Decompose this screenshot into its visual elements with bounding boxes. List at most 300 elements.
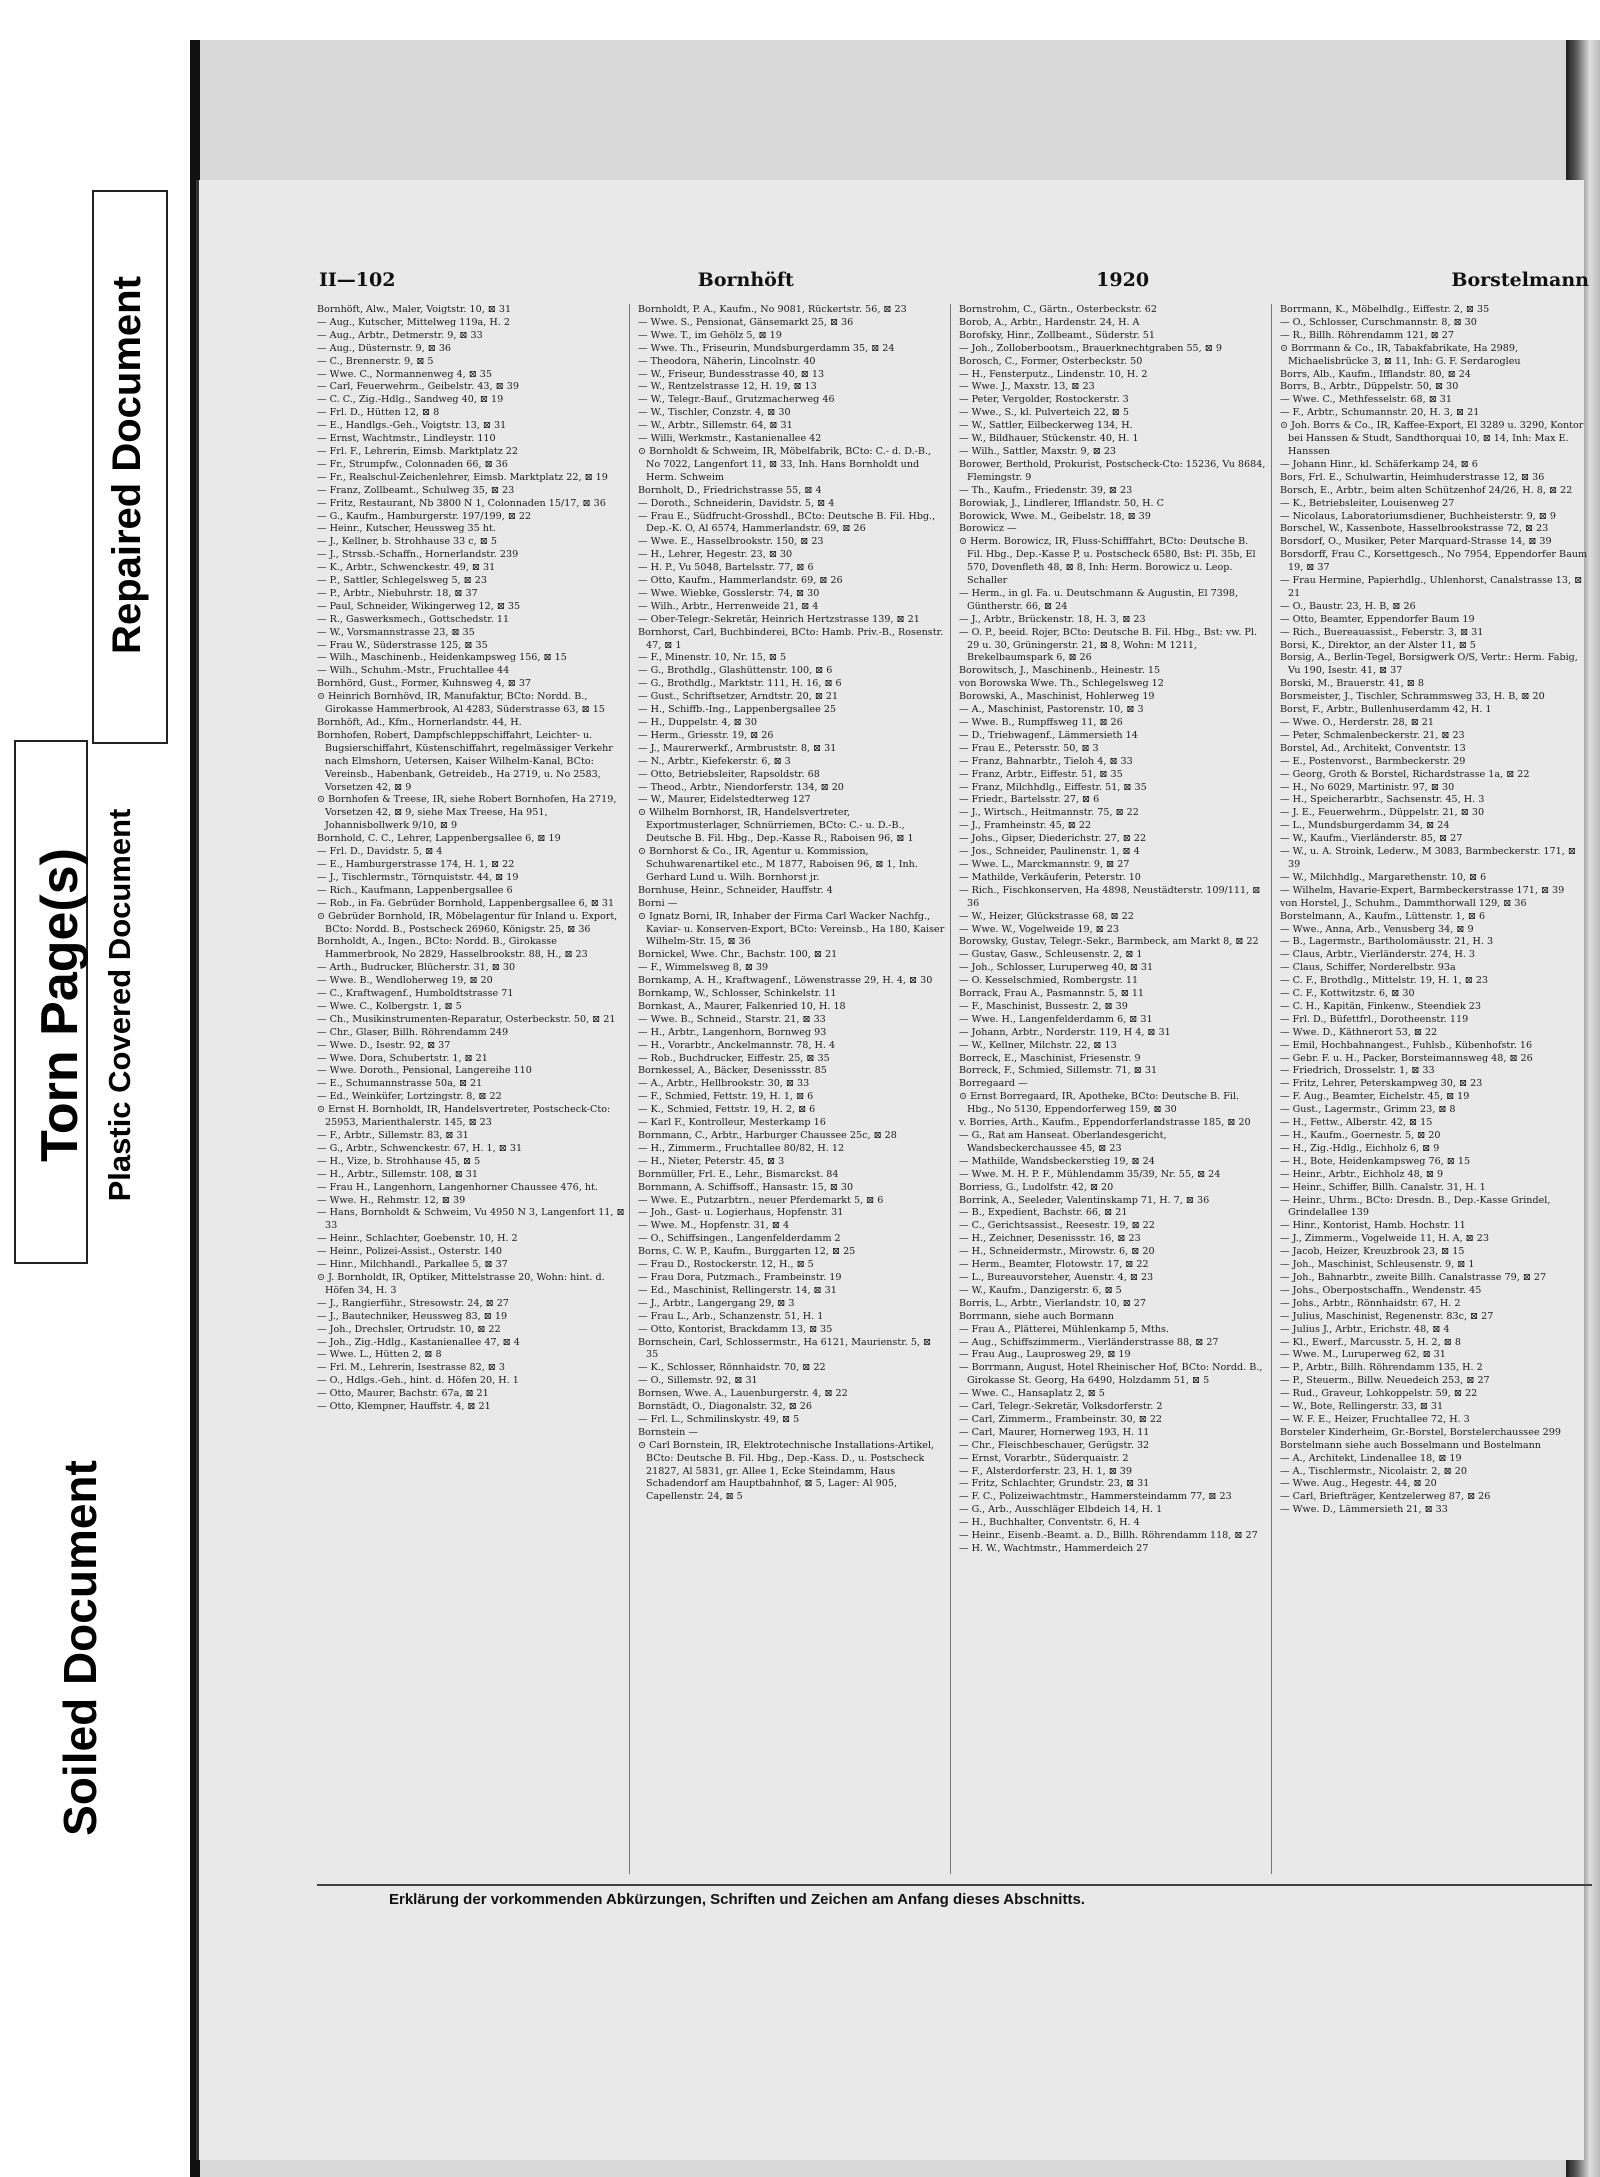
- directory-entry: ⊙ Ignatz Borni, IR, Inhaber der Firma Carl Wacker Nachfg., Kaviar- u. Konserven-Export, BCto: Vereinsb., Ha 180, Kaiser Wilhelm-Str. 15, ⊠ 36: [638, 910, 945, 948]
- directory-entry: Bornholdt, P. A., Kaufm., No 9081, Rückertstr. 56, ⊠ 23: [638, 304, 907, 315]
- directory-entry: — W., Vorsmannstrasse 23, ⊠ 35: [317, 626, 475, 638]
- directory-entry: — K., Betriebsleiter, Louisenweg 27: [1280, 497, 1455, 509]
- directory-entry: — W., Arbtr., Sillemstr. 64, ⊠ 31: [638, 420, 793, 432]
- directory-entry: — O., Schiffsingen., Langenfelderdamm 2: [638, 1233, 841, 1245]
- directory-entry: Borriess, G., Ludolfstr. 42, ⊠ 20: [959, 1181, 1114, 1193]
- directory-entry: Borstelmann siehe auch Bosselmann und Bostelmann: [1280, 1439, 1541, 1451]
- directory-entry: — G., Rat am Hanseat. Oberlandesgericht, Wandsbeckerchaussee 45, ⊠ 23: [959, 1130, 1167, 1154]
- torn-tag: Torn Page(s): [31, 848, 89, 1162]
- directory-entry: ⊙ Carl Bornstein, IR, Elektrotechnische Installations-Artikel, BCto: Deutsche B. Fil. Hbg., Dep.-Kass. D., u. Postscheck 21827, Al 5831, gr. Allee 1, Ecke Steindamm, Haus Schadendorf am Hauptbahnhof, ⊠ 5, Lager: Al 905, Capellenstr. 24, ⊠ 5: [638, 1439, 935, 1503]
- directory-entry: — W., Rentzelstrasse 12, H. 19, ⊠ 13: [638, 381, 817, 393]
- directory-entry: ⊙ Gebrüder Bornhold, IR, Möbelagentur für Inland u. Export, BCto: Nordd. B., Postscheck 26960, Königstr. 25, ⊠ 36: [317, 910, 618, 935]
- directory-entry: — Rich., Buereauassist., Feberstr. 3, ⊠ 31: [1280, 626, 1484, 638]
- directory-entry: Borni —: [638, 897, 678, 909]
- directory-entry: — H., Schiffb.-Ing., Lappenbergsallee 25: [638, 704, 837, 716]
- directory-entry: — Frl. D., Hütten 12, ⊠ 8: [317, 407, 440, 419]
- directory-entry: — Wwe. C., Methfesselstr. 68, ⊠ 31: [1280, 394, 1453, 406]
- directory-entry: — J., Wirtsch., Heitmannstr. 75, ⊠ 22: [959, 807, 1139, 819]
- directory-entry: — Wilh., Arbtr., Herrenweide 21, ⊠ 4: [638, 600, 819, 612]
- directory-entry: — Julius, Maschinist, Regenenstr. 83c, ⊠ 27: [1280, 1310, 1494, 1322]
- directory-entry: Borsig, A., Berlin-Tegel, Borsigwerk O/S, Vertr.: Herm. Fabig, Vu 190, Isestr. 41, ⊠ 37: [1280, 652, 1578, 677]
- directory-entry: — W., Sattler, Eilbeckerweg 134, H.: [959, 420, 1133, 432]
- directory-entry: Bornickel, Wwe. Chr., Bachstr. 100, ⊠ 21: [638, 949, 838, 961]
- directory-entry: — Wwe. T., im Gehölz 5, ⊠ 19: [638, 329, 782, 341]
- directory-entry: — W., Telegr.-Bauf., Grutzmacherweg 46: [638, 394, 835, 406]
- directory-entry: — Frau Aug., Lauprosweg 29, ⊠ 19: [959, 1349, 1131, 1361]
- directory-entry: v. Borries, Arth., Kaufm., Eppendorferlandstrasse 185, ⊠ 20: [959, 1117, 1251, 1129]
- directory-entry: Bornhöft, Alw., Maler, Voigtstr. 10, ⊠ 31: [317, 304, 512, 315]
- directory-entry: — C., Gerichtsassist., Reesestr. 19, ⊠ 22: [959, 1220, 1155, 1232]
- directory-entry: — Frau E., Südfrucht-Grosshdl., BCto: Deutsche B. Fil. Hbg., Dep.-K. O, Al 6574, Hammerlandstr. 69, ⊠ 26: [638, 510, 936, 535]
- directory-entry: — Gebr. F. u. H., Packer, Borsteimannsweg 48, ⊠ 26: [1280, 1052, 1533, 1064]
- directory-entry: — W., Kellner, Milchstr. 22, ⊠ 13: [959, 1039, 1117, 1051]
- directory-entry: — O. Kesselschmied, Rombergstr. 11: [959, 975, 1139, 987]
- directory-entry: — H. W., Wachtmstr., Hammerdeich 27: [959, 1543, 1149, 1554]
- directory-entry: — Fritz, Schlachter, Grundstr. 23, ⊠ 31: [959, 1478, 1150, 1490]
- directory-entry: Bornmann, A. Schiffsoff., Hansastr. 15, ⊠ 30: [638, 1181, 854, 1193]
- directory-entry: — Paul, Schneider, Wikingerweg 12, ⊠ 35: [317, 600, 521, 612]
- directory-entry: Bors, Frl. E., Schulwartin, Heimhuderstrasse 12, ⊠ 36: [1280, 471, 1545, 483]
- directory-entry: Borob, A., Arbtr., Hardenstr. 24, H. A: [959, 316, 1140, 328]
- directory-entry: ⊙ Borrmann & Co., IR, Tabakfabrikate, Ha 2989, Michaelisbrücke 3, ⊠ 11, Inh: G. F. Serdarogleu: [1280, 342, 1521, 367]
- directory-entry: — Wwe. Aug., Hegestr. 44, ⊠ 20: [1280, 1478, 1437, 1490]
- directory-entry: Borosch, C., Former, Osterbeckstr. 50: [959, 355, 1143, 367]
- directory-entry: — F., Wimmelsweg 8, ⊠ 39: [638, 962, 769, 974]
- directory-entry: Borregaard —: [959, 1078, 1028, 1090]
- directory-entry: Borstel, Ad., Architekt, Conventstr. 13: [1280, 742, 1466, 754]
- directory-entry: — W., Bote, Rellingerstr. 33, ⊠ 31: [1280, 1401, 1444, 1413]
- directory-entry: — H., Zig.-Hdlg., Eichholz 6, ⊠ 9: [1280, 1142, 1440, 1154]
- directory-entry: — F., Schmied, Fettstr. 19, H. 1, ⊠ 6: [638, 1091, 814, 1103]
- directory-entry: — Johann, Arbtr., Norderstr. 119, H 4, ⊠ 31: [959, 1026, 1171, 1038]
- directory-entry: ⊙ J. Bornholdt, IR, Optiker, Mittelstrasse 20, Wohn: hint. d. Höfen 34, H. 3: [317, 1271, 605, 1296]
- directory-entry: — J. E., Feuerwehrm., Düppelstr. 21, ⊠ 30: [1280, 807, 1485, 819]
- directory-entry: Borschel, W., Kassenbote, Hasselbrookstrasse 72, ⊠ 23: [1280, 523, 1549, 535]
- directory-entry: — H., Arbtr., Sillemstr. 108, ⊠ 31: [317, 1168, 479, 1180]
- directory-entry: — Ernst, Vorarbtr., Süderquaistr. 2: [959, 1452, 1129, 1464]
- directory-entry: — Hinr., Kontorist, Hamb. Hochstr. 11: [1280, 1220, 1466, 1232]
- directory-entry: — Wwe. L., Hütten 2, ⊠ 8: [317, 1349, 442, 1361]
- directory-entry: — B., Expedient, Bachstr. 66, ⊠ 21: [959, 1207, 1128, 1219]
- directory-entry: — Johs., Gipser, Diederichstr. 27, ⊠ 22: [959, 833, 1147, 845]
- directory-entry: — G., Arbtr., Schwenckestr. 67, H. 1, ⊠ 31: [317, 1142, 523, 1154]
- directory-entry: — Frau D., Rostockerstr. 12, H., ⊠ 5: [638, 1259, 814, 1271]
- directory-entry: Bornhofen, Robert, Dampfschleppschiffahrt, Leichter- u. Bugsierschiffahrt, Küstenschiffahrt, regelmässiger Verkehr nach Elmshorn, Uetersen, Kaiser Wilhelm-Kanal, BCto: Vereinsb., Habenbank, Getreideb., Ha 2719, u. No 2583, Vorsetzen 42, ⊠ 9: [317, 729, 613, 793]
- header-year: 1920: [1096, 269, 1150, 291]
- directory-entry: Bornkamp, A. H., Kraftwagenf., Löwenstrasse 29, H. 4, ⊠ 30: [638, 975, 933, 987]
- directory-entry: — Wwe. O., Herderstr. 28, ⊠ 21: [1280, 717, 1434, 728]
- directory-entry: — Wwe. D., Isestr. 92, ⊠ 37: [317, 1039, 451, 1051]
- directory-entry: Borower, Berthold, Prokurist, Postscheck-Cto: 15236, Vu 8684, Flemingstr. 9: [959, 458, 1266, 483]
- directory-entry: — H., Lehrer, Hegestr. 23, ⊠ 30: [638, 549, 793, 561]
- directory-entry: — J., Framheinstr. 45, ⊠ 22: [959, 820, 1092, 832]
- directory-entry: Borris, L., Arbtr., Vierlandstr. 10, ⊠ 27: [959, 1297, 1147, 1309]
- directory-entry: ⊙ Heinrich Bornhövd, IR, Manufaktur, BCto: Nordd. B., Girokasse Hammerbrook, Al 4283, Süderstrasse 63, ⊠ 15: [317, 691, 605, 716]
- header-left-keyword: Bornhöft: [697, 269, 794, 291]
- directory-entry: Borreck, E., Maschinist, Friesenstr. 9: [959, 1052, 1141, 1064]
- directory-entry: — Wwe. Dora, Schubertstr. 1, ⊠ 21: [317, 1052, 488, 1064]
- directory-entry: — Peter, Schmalenbeckerstr. 21, ⊠ 23: [1280, 729, 1465, 741]
- directory-entry: — Frl. D., Büfettfrl., Dorotheenstr. 119: [1280, 1013, 1469, 1025]
- directory-entry: Bornschein, Carl, Schlossermstr., Ha 6121, Maurienstr. 5, ⊠ 35: [638, 1336, 932, 1361]
- directory-entry: — G., Brothdlg., Marktstr. 111, H. 16, ⊠ 6: [638, 678, 842, 690]
- directory-entry: — P., Arbtr., Niebuhrstr. 18, ⊠ 37: [317, 587, 478, 599]
- directory-entry: — H., Fettw., Alberstr. 42, ⊠ 15: [1280, 1117, 1433, 1129]
- directory-entry: ⊙ Bornholdt & Schweim, IR, Möbelfabrik, BCto: C.- d. D.-B., No 7022, Langenfort 11, ⊠ 33, Inh. Hans Bornholdt und Herm. Schweim: [638, 445, 932, 483]
- directory-entry: — Wwe. M., Luruperweg 62, ⊠ 31: [1280, 1349, 1446, 1361]
- directory-entry: — F., Arbtr., Sillemstr. 83, ⊠ 31: [317, 1130, 469, 1141]
- directory-entry: Bornhöft, Ad., Kfm., Hornerlandstr. 44, H.: [317, 717, 522, 728]
- directory-entry: Bornhorst, Carl, Buchbinderei, BCto: Hamb. Priv.-B., Rosenstr. 47, ⊠ 1: [638, 626, 944, 651]
- directory-entry: — A., Arbtr., Hellbrookstr. 30, ⊠ 33: [638, 1078, 810, 1090]
- directory-entry: — K., Schlosser, Rönnhaidstr. 70, ⊠ 22: [638, 1362, 826, 1374]
- directory-entry: — Hans, Bornholdt & Schweim, Vu 4950 N 3, Langenfort 11, ⊠ 33: [317, 1207, 625, 1232]
- directory-entry: Borrs, B., Arbtr., Düppelstr. 50, ⊠ 30: [1280, 381, 1459, 393]
- directory-entry: — Hinr., Milchhandl., Parkallee 5, ⊠ 37: [317, 1259, 508, 1271]
- directory-entry: — W., Kaufm., Vierländerstr. 85, ⊠ 27: [1280, 833, 1463, 845]
- directory-page: [196, 180, 1589, 2160]
- directory-entry: — C., Kraftwagenf., Humboldtstrasse 71: [317, 988, 514, 1000]
- directory-entry: — Rud., Graveur, Lohkoppelstr. 59, ⊠ 22: [1280, 1388, 1478, 1400]
- directory-entry: Bornsen, Wwe. A., Lauenburgerstr. 4, ⊠ 22: [638, 1388, 848, 1400]
- directory-entry: — Wwe. M. H. P. F., Mühlendamm 35/39, Nr. 55, ⊠ 24: [959, 1168, 1221, 1180]
- directory-entry: — W., Tischler, Conzstr. 4, ⊠ 30: [638, 407, 791, 419]
- directory-entry: — Wwe. D., Lämmersieth 21, ⊠ 33: [1280, 1504, 1448, 1516]
- directory-entry: — Frau E., Petersstr. 50, ⊠ 3: [959, 742, 1099, 754]
- directory-entry: Borst, F., Arbtr., Bullenhuserdamm 42, H. 1: [1280, 704, 1492, 716]
- directory-entry: — Otto, Betriebsleiter, Rapsoldstr. 68: [638, 768, 820, 780]
- directory-entry: — J., Strssb.-Schaffn., Hornerlandstr. 239: [317, 549, 519, 561]
- directory-entry: — Borrmann, August, Hotel Rheinischer Hof, BCto: Nordd. B., Girokasse St. Georg, Ha 6490, Holzdamm 51, ⊠ 5: [959, 1362, 1263, 1387]
- directory-entry: — Johann Hinr., kl. Schäferkamp 24, ⊠ 6: [1280, 458, 1478, 470]
- directory-entry: Borowitsch, J., Maschinenb., Heinestr. 15: [959, 665, 1161, 677]
- directory-entry: — Frau A., Plätterei, Mühlenkamp 5, Mths.: [959, 1323, 1169, 1335]
- directory-entry: — Julius J., Arbtr., Erichstr. 48, ⊠ 4: [1280, 1323, 1450, 1335]
- header-right-keyword: Borstelmann: [1451, 269, 1589, 291]
- footer-note: Erklärung der vorkommenden Abkürzungen, Schriften und Zeichen am Anfang dieses Abschnitts.: [389, 1891, 1085, 1908]
- directory-entry: ⊙ Bornhofen & Treese, IR, siehe Robert Bornhofen, Ha 2719, Vorsetzen 42, ⊠ 9, siehe Max Treese, Ha 951, Johannisbollwerk 9/10, ⊠ 9: [317, 794, 617, 832]
- directory-entry: — H., Buchhalter, Conventstr. 6, H. 4: [959, 1517, 1140, 1529]
- directory-entry: Borsmeister, J., Tischler, Schrammsweg 33, H. B, ⊠ 20: [1280, 691, 1545, 703]
- directory-entry: — Wwe. L., Marckmannstr. 9, ⊠ 27: [959, 858, 1130, 870]
- directory-entry: — Heinr., Polizei-Assist., Osterstr. 140: [317, 1246, 503, 1258]
- directory-entry: — Wilh., Sattler, Maxstr. 9, ⊠ 23: [959, 445, 1117, 457]
- directory-entry: — Heinr., Schlachter, Goebenstr. 10, H. 2: [317, 1233, 518, 1245]
- directory-entry: Borrack, Frau A., Pasmannstr. 5, ⊠ 11: [959, 988, 1145, 1000]
- directory-entry: — Carl, Telegr.-Sekretär, Volksdorferstr. 2: [959, 1401, 1163, 1413]
- directory-entry: — E., Handlgs.-Geh., Voigtstr. 13, ⊠ 31: [317, 420, 507, 432]
- directory-entry: — Emil, Hochbahnangest., Fuhlsb., Kübenhofstr. 16: [1280, 1039, 1533, 1051]
- directory-entry: — C. F., Kottwitzstr. 6, ⊠ 30: [1280, 988, 1415, 1000]
- directory-entry: — H., Vorarbtr., Anckelmannstr. 78, H. 4: [638, 1039, 836, 1051]
- directory-entry: — E., Postenvorst., Barmbeckerstr. 29: [1280, 755, 1466, 767]
- directory-entry: ⊙ Ernst H. Bornholdt, IR, Handelsvertreter, Postscheck-Cto: 25953, Marienthalerstr. 145, ⊠ 23: [317, 1104, 611, 1129]
- directory-entry: — Kl., Ewerf., Marcusstr. 5, H. 2, ⊠ 8: [1280, 1336, 1461, 1348]
- directory-entry: — C. C., Zig.-Hdlg., Sandweg 40, ⊠ 19: [317, 394, 504, 406]
- directory-columns: [317, 304, 1592, 1874]
- directory-entry: — D., Triebwagenf., Lämmersieth 14: [959, 729, 1138, 741]
- directory-entry: — Wwe. B., Schneid., Starstr. 21, ⊠ 33: [638, 1013, 826, 1025]
- directory-entry: — A., Maschinist, Pastorenstr. 10, ⊠ 3: [959, 704, 1144, 716]
- directory-entry: — Wwe., S., kl. Pulverteich 22, ⊠ 5: [959, 407, 1129, 419]
- directory-entry: — Wwe. B., Rumpffsweg 11, ⊠ 26: [959, 717, 1123, 728]
- directory-entry: — Ernst, Wachtmstr., Lindleystr. 110: [317, 433, 496, 445]
- directory-entry: — P., Steuerm., Billw. Neuedeich 253, ⊠ 27: [1280, 1375, 1490, 1387]
- directory-entry: — Joh., Schlosser, Luruperweg 40, ⊠ 31: [959, 962, 1154, 974]
- column-2: [638, 304, 951, 1874]
- directory-entry: Borreck, F., Schmied, Sillemstr. 71, ⊠ 31: [959, 1065, 1158, 1077]
- directory-entry: — J., Zimmerm., Vogelweide 11, H. A, ⊠ 23: [1280, 1233, 1489, 1245]
- directory-entry: — G., Kaufm., Hamburgerstr. 197/199, ⊠ 22: [317, 510, 532, 522]
- directory-entry: — Gustav, Gasw., Schleusenstr. 2, ⊠ 1: [959, 949, 1143, 961]
- directory-entry: — H., Arbtr., Langenhorn, Bornweg 93: [638, 1026, 827, 1038]
- directory-entry: — G., Brothdlg., Glashüttenstr. 100, ⊠ 6: [638, 665, 833, 677]
- directory-entry: — W., Maurer, Eidelstedterweg 127: [638, 794, 811, 806]
- directory-entry: — Theod., Arbtr., Niendorferstr. 134, ⊠ 20: [638, 781, 844, 793]
- directory-entry: — Heinr., Uhrm., BCto: Dresdn. B., Dep.-Kasse Grindel, Grindelallee 139: [1280, 1194, 1551, 1219]
- directory-entry: — F. C., Polizeiwachtmstr., Hammersteindamm 77, ⊠ 23: [959, 1491, 1232, 1503]
- directory-entry: — Gust., Schriftsetzer, Arndtstr. 20, ⊠ 21: [638, 691, 839, 703]
- directory-entry: — Fritz, Lehrer, Peterskampweg 30, ⊠ 23: [1280, 1078, 1483, 1090]
- directory-entry: Borowsky, Gustav, Telegr.-Sekr., Barmbeck, am Markt 8, ⊠ 22: [959, 936, 1259, 948]
- directory-entry: — C., Brennerstr. 9, ⊠ 5: [317, 355, 434, 367]
- directory-entry: — Otto, Klempner, Hauffstr. 4, ⊠ 21: [317, 1401, 491, 1413]
- directory-entry: — Aug., Schiffszimmerm., Vierländerstrasse 88, ⊠ 27: [959, 1336, 1219, 1348]
- directory-entry: Borsch, E., Arbtr., beim alten Schützenhof 24/26, H. 8, ⊠ 22: [1280, 484, 1573, 496]
- directory-entry: — H., Schneidermstr., Mirowstr. 6, ⊠ 20: [959, 1246, 1155, 1258]
- directory-entry: — Johs., Arbtr., Rönnhaidstr. 67, H. 2: [1280, 1297, 1461, 1309]
- directory-entry: — O., Schlosser, Curschmannstr. 8, ⊠ 30: [1280, 316, 1477, 328]
- directory-entry: — Chr., Fleischbeschauer, Gerügstr. 32: [959, 1439, 1150, 1451]
- directory-entry: — C. H., Kapitän, Finkenw., Steendiek 23: [1280, 1000, 1481, 1012]
- directory-entry: — Herm., Griesstr. 19, ⊠ 26: [638, 729, 774, 741]
- directory-entry: — Joh., Zolloberbootsm., Brauerknechtgraben 55, ⊠ 9: [959, 342, 1222, 354]
- directory-entry: — Frl. M., Lehrerin, Isestrasse 82, ⊠ 3: [317, 1362, 505, 1374]
- directory-entry: — O., Baustr. 23, H. B, ⊠ 26: [1280, 600, 1416, 612]
- directory-entry: Bornstrohm, C., Gärtn., Osterbeckstr. 62: [959, 304, 1157, 315]
- scanned-page: [190, 40, 1600, 2177]
- directory-entry: Bornkamp, W., Schlosser, Schinkelstr. 11: [638, 988, 837, 1000]
- directory-entry: — Frl. L., Schmilinskystr. 49, ⊠ 5: [638, 1413, 800, 1425]
- directory-entry: Borrs, Alb., Kaufm., Ifflandstr. 80, ⊠ 24: [1280, 368, 1471, 380]
- directory-entry: — Doroth., Schneiderin, Davidstr. 5, ⊠ 4: [638, 497, 835, 509]
- directory-entry: ⊙ Joh. Borrs & Co., IR, Kaffee-Export, El 3289 u. 3290, Kontor bei Hanssen & Studt, Sandthorquai 10, ⊠ 14, Inh: Max E. Hanssen: [1280, 420, 1584, 457]
- directory-entry: Bornmann, C., Arbtr., Harburger Chaussee 25c, ⊠ 28: [638, 1130, 897, 1141]
- page-header: [319, 267, 1589, 293]
- directory-entry: — P., Arbtr., Billh. Röhrendamm 135, H. 2: [1280, 1362, 1483, 1374]
- directory-entry: — Aug., Kutscher, Mittelweg 119a, H. 2: [317, 316, 510, 328]
- directory-entry: — Frau W., Süderstrasse 125, ⊠ 35: [317, 639, 488, 651]
- directory-entry: — Wwe. J., Maxstr. 13, ⊠ 23: [959, 381, 1095, 393]
- directory-entry: — Rob., in Fa. Gebrüder Bornhold, Lappenbergsallee 6, ⊠ 31: [317, 897, 615, 909]
- directory-entry: — Wwe. C., Normannenweg 4, ⊠ 35: [317, 368, 493, 380]
- directory-entry: — Georg, Groth & Borstel, Richardstrasse 1a, ⊠ 22: [1280, 768, 1530, 780]
- directory-entry: — Friedr., Bartelsstr. 27, ⊠ 6: [959, 794, 1100, 806]
- directory-entry: ⊙ Bornhorst & Co., IR, Agentur u. Kommission, Schuhwarenartikel etc., M 1877, Raboisen 96, ⊠ 1, Inh. Gerhard Lund u. Wilh. Bornhorst jr.: [638, 846, 918, 883]
- directory-entry: Borsi, K., Direktor, an der Alster 11, ⊠ 5: [1280, 639, 1476, 651]
- directory-entry: — Gust., Lagermstr., Grimm 23, ⊠ 8: [1280, 1104, 1456, 1116]
- directory-entry: — Wwe. Wiebke, Gosslerstr. 74, ⊠ 30: [638, 587, 820, 599]
- directory-entry: Bornhold, C. C., Lehrer, Lappenbergsallee 6, ⊠ 19: [317, 833, 561, 845]
- directory-entry: — Frau L., Arb., Schanzenstr. 51, H. 1: [638, 1310, 824, 1322]
- directory-entry: Borrmann, K., Möbelhdlg., Eiffestr. 2, ⊠ 35: [1280, 304, 1490, 315]
- directory-entry: — Frl. D., Davidstr. 5, ⊠ 4: [317, 846, 443, 858]
- directory-entry: — Heinr., Eisenb.-Beamt. a. D., Billh. Röhrendamm 118, ⊠ 27: [959, 1530, 1258, 1542]
- directory-entry: — Fritz, Restaurant, Nb 3800 N 1, Colonnaden 15/17, ⊠ 36: [317, 497, 606, 509]
- directory-entry: Borowick, Wwe. M., Geibelstr. 18, ⊠ 39: [959, 510, 1151, 522]
- directory-entry: — Ed., Maschinist, Rellingerstr. 14, ⊠ 31: [638, 1284, 837, 1296]
- directory-entry: — Joh., Drechsler, Ortrudstr. 10, ⊠ 22: [317, 1323, 501, 1335]
- directory-entry: — Herm., Beamter, Flotowstr. 17, ⊠ 22: [959, 1259, 1149, 1271]
- directory-entry: — A., Tischlermstr., Nicolaistr. 2, ⊠ 20: [1280, 1465, 1467, 1477]
- directory-entry: — R., Gaswerksmech., Gottschedstr. 11: [317, 613, 510, 625]
- directory-entry: — L., Bureauvorsteher, Auenstr. 4, ⊠ 23: [959, 1271, 1154, 1283]
- directory-entry: — Jos., Schneider, Paulinenstr. 1, ⊠ 4: [959, 846, 1140, 858]
- directory-entry: — Claus, Schiffer, Norderelbstr. 93a: [1280, 962, 1456, 974]
- directory-entry: — J., Tischlermstr., Törnquiststr. 44, ⊠ 19: [317, 871, 519, 883]
- directory-entry: — F., Arbtr., Schumannstr. 20, H. 3, ⊠ 21: [1280, 407, 1480, 419]
- directory-entry: — W., Heizer, Glückstrasse 68, ⊠ 22: [959, 910, 1134, 922]
- directory-entry: — Joh., Gast- u. Logierhaus, Hopfenstr. 31: [638, 1207, 844, 1219]
- directory-entry: — Otto, Beamter, Eppendorfer Baum 19: [1280, 613, 1475, 625]
- page-number: II—102: [319, 269, 396, 291]
- directory-entry: — J., Maurerwerkf., Armbruststr. 8, ⊠ 31: [638, 742, 837, 754]
- directory-entry: — Mathilde, Wandsbeckerstieg 19, ⊠ 24: [959, 1155, 1155, 1167]
- directory-entry: — J., Rangierführ., Stresowstr. 24, ⊠ 27: [317, 1297, 509, 1309]
- directory-entry: — H., Kaufm., Goernestr. 5, ⊠ 20: [1280, 1130, 1441, 1141]
- directory-entry: — Herm., in gl. Fa. u. Deutschmann & Augustin, El 7398, Güntherstr. 66, ⊠ 24: [959, 587, 1239, 612]
- directory-entry: — Joh., Maschinist, Schleusenstr. 9, ⊠ 1: [1280, 1259, 1475, 1271]
- directory-entry: von Horstel, J., Schuhm., Dammthorwall 129, ⊠ 36: [1280, 897, 1527, 909]
- directory-entry: Bornhuse, Heinr., Schneider, Hauffstr. 4: [638, 884, 833, 896]
- directory-entry: Borstelmann, A., Kaufm., Lüttenstr. 1, ⊠ 6: [1280, 910, 1486, 922]
- column-4: [1280, 304, 1592, 1874]
- directory-entry: — Joh., Bahnarbtr., zweite Billh. Canalstrasse 79, ⊠ 27: [1280, 1271, 1547, 1283]
- directory-entry: — W., Bildhauer, Stückenstr. 40, H. 1: [959, 433, 1139, 445]
- directory-entry: Bornhörd, Gust., Former, Kuhnsweg 4, ⊠ 37: [317, 678, 532, 690]
- directory-entry: von Borowska Wwe. Th., Schlegelsweg 12: [959, 678, 1164, 690]
- directory-entry: — C. F., Brothdlg., Mittelstr. 19, H. 1, ⊠ 23: [1280, 975, 1489, 987]
- column-1: [317, 304, 630, 1874]
- directory-entry: — Frl. F., Lehrerin, Eimsb. Marktplatz 22: [317, 445, 519, 457]
- directory-entry: Borrmann, siehe auch Bormann: [959, 1310, 1114, 1322]
- directory-entry: Bornkessel, A., Bäcker, Desenissstr. 85: [638, 1065, 827, 1077]
- directory-entry: — Wwe. Th., Friseurin, Mundsburgerdamm 35, ⊠ 24: [638, 342, 895, 354]
- directory-entry: ⊙ Herm. Borowicz, IR, Fluss-Schifffahrt, BCto: Deutsche B. Fil. Hbg., Dep.-Kasse P, u. Postscheck 6580, Bst: Pl. 35b, El 570, Dovenfleth 48, ⊠ 8, Inh: Herm. Borowicz u. Leop. Schaller: [959, 536, 1256, 587]
- directory-entry: — Arth., Budrucker, Blücherstr. 31, ⊠ 30: [317, 962, 516, 974]
- directory-entry: — J., Arbtr., Langergang 29, ⊠ 3: [638, 1297, 795, 1309]
- directory-entry: — Franz, Arbtr., Eiffestr. 51, ⊠ 35: [959, 768, 1123, 780]
- directory-entry: — Th., Kaufm., Friedenstr. 39, ⊠ 23: [959, 484, 1133, 496]
- directory-entry: — Otto, Kontorist, Brackdamm 13, ⊠ 35: [638, 1323, 833, 1335]
- directory-entry: Bornmüller, Frl. E., Lehr., Bismarckst. 84: [638, 1168, 839, 1180]
- directory-entry: — F., Alsterdorferstr. 23, H. 1, ⊠ 39: [959, 1465, 1132, 1477]
- directory-entry: — Fr., Strumpfw., Colonnaden 66, ⊠ 36: [317, 458, 508, 470]
- directory-entry: — Rich., Kaufmann, Lappenbergsallee 6: [317, 884, 513, 896]
- directory-entry: — H., Bote, Heidenkampsweg 76, ⊠ 15: [1280, 1155, 1471, 1167]
- directory-entry: Bornholdt, A., Ingen., BCto: Nordd. B., Girokasse Hammerbrook, No 2829, Hasselbrookstr. 88, H., ⊠ 23: [317, 936, 588, 961]
- side-tags: [0, 0, 190, 2177]
- directory-entry: — Heinr., Kutscher, Heussweg 35 ht.: [317, 523, 496, 535]
- directory-entry: — H., No 6029, Martinistr. 97, ⊠ 30: [1280, 781, 1455, 793]
- directory-entry: — E., Hamburgerstrasse 174, H. 1, ⊠ 22: [317, 858, 515, 870]
- directory-entry: — Aug., Düsternstr. 9, ⊠ 36: [317, 342, 452, 354]
- directory-entry: — W., u. A. Stroink, Lederw., M 3083, Barmbeckerstr. 171, ⊠ 39: [1280, 846, 1576, 870]
- directory-entry: — Frau Dora, Putzmach., Frambeinstr. 19: [638, 1271, 842, 1283]
- directory-entry: — Otto, Kaufm., Hammerlandstr. 69, ⊠ 26: [638, 575, 843, 587]
- directory-entry: — E., Schumannstrasse 50a, ⊠ 21: [317, 1078, 483, 1090]
- directory-entry: — R., Billh. Röhrendamm 121, ⊠ 27: [1280, 329, 1454, 341]
- directory-entry: — Jacob, Heizer, Kreuzbrook 23, ⊠ 15: [1280, 1246, 1465, 1258]
- directory-entry: — J., Arbtr., Brückenstr. 18, H. 3, ⊠ 23: [959, 613, 1146, 625]
- directory-entry: — J., Kellner, b. Strohhause 33 c, ⊠ 5: [317, 536, 497, 548]
- directory-entry: — H., Zeichner, Desenissstr. 16, ⊠ 23: [959, 1233, 1141, 1245]
- directory-entry: Borsteler Kinderheim, Gr.-Borstel, Borstelerchaussee 299: [1280, 1426, 1561, 1438]
- directory-entry: — Wilh., Maschinenb., Heidenkampsweg 156, ⊠ 15: [317, 652, 567, 664]
- directory-entry: — Johs., Oberpostschaffn., Wendenstr. 45: [1280, 1284, 1482, 1296]
- directory-entry: — Wwe. E., Putzarbtrn., neuer Pferdemarkt 5, ⊠ 6: [638, 1194, 884, 1206]
- directory-entry: — G., Arb., Ausschläger Elbdeich 14, H. 1: [959, 1504, 1163, 1516]
- footer-rule: [317, 1884, 1592, 1886]
- directory-entry: — Wwe. E., Hasselbrookstr. 150, ⊠ 23: [638, 536, 824, 548]
- directory-entry: — Heinr., Schiffer, Billh. Canalstr. 31, H. 1: [1280, 1181, 1486, 1193]
- directory-entry: — Wwe. H., Langenfelderdamm 6, ⊠ 31: [959, 1013, 1153, 1025]
- directory-entry: — Wwe. D., Käthnerort 53, ⊠ 22: [1280, 1026, 1438, 1038]
- directory-entry: Bornholt, D., Friedrichstrasse 55, ⊠ 4: [638, 484, 822, 496]
- directory-entry: — H., Duppelstr. 4, ⊠ 30: [638, 717, 757, 728]
- directory-entry: ⊙ Ernst Borregaard, IR, Apotheke, BCto: Deutsche B. Fil. Hbg., No 5130, Eppendorferweg 159, ⊠ 30: [959, 1091, 1240, 1116]
- directory-entry: — Wwe., Anna, Arb., Venusberg 34, ⊠ 9: [1280, 923, 1474, 935]
- directory-entry: — J., Bautechniker, Heussweg 83, ⊠ 19: [317, 1310, 508, 1322]
- directory-entry: — Wwe. W., Vogelweide 19, ⊠ 23: [959, 923, 1119, 935]
- directory-entry: — H., Zimmerm., Fruchtallee 80/82, H. 12: [638, 1142, 845, 1154]
- directory-entry: Bornstädt, O., Diagonalstr. 32, ⊠ 26: [638, 1401, 813, 1413]
- directory-entry: — Frau Hermine, Papierhdlg., Uhlenhorst, Canalstrasse 13, ⊠ 21: [1280, 575, 1583, 599]
- soiled-tag: Soiled Document: [54, 1460, 106, 1836]
- directory-entry: — Willi, Werkmstr., Kastanienallee 42: [638, 433, 822, 445]
- directory-entry: — F. Aug., Beamter, Eichelstr. 45, ⊠ 19: [1280, 1091, 1470, 1103]
- directory-entry: — W., Friseur, Bundesstrasse 40, ⊠ 13: [638, 368, 825, 380]
- column-3: [959, 304, 1272, 1874]
- directory-entry: — Franz, Milchhdlg., Eiffestr. 51, ⊠ 35: [959, 781, 1147, 793]
- directory-entry: Borowiak, J., Lindlerer, Ifflandstr. 50, H. C: [959, 497, 1164, 509]
- directory-entry: — K., Arbtr., Schwenckestr. 49, ⊠ 31: [317, 562, 496, 574]
- directory-entry: — W., Milchhdlg., Margarethenstr. 10, ⊠ 6: [1280, 871, 1487, 883]
- directory-entry: — Carl, Maurer, Hornerweg 193, H. 11: [959, 1426, 1150, 1438]
- directory-entry: — Nicolaus, Laboratoriumsdiener, Buchheisterstr. 9, ⊠ 9: [1280, 510, 1556, 522]
- directory-entry: — P., Sattler, Schlegelsweg 5, ⊠ 23: [317, 575, 487, 587]
- directory-entry: — K., Schmied, Fettstr. 19, H. 2, ⊠ 6: [638, 1104, 816, 1116]
- directory-entry: — Wwe. B., Wendloherweg 19, ⊠ 20: [317, 975, 493, 987]
- directory-entry: — H., Fensterputz., Lindenstr. 10, H. 2: [959, 368, 1148, 380]
- directory-entry: — Wwe. Doroth., Pensional, Langereihe 110: [317, 1065, 532, 1077]
- directory-entry: Borsdorff, Frau C., Korsettgesch., No 7954, Eppendorfer Baum 19, ⊠ 37: [1280, 549, 1588, 574]
- directory-entry: — Heinr., Arbtr., Eichholz 48, ⊠ 9: [1280, 1168, 1444, 1180]
- directory-entry: — Franz, Bahnarbtr., Tieloh 4, ⊠ 33: [959, 755, 1133, 767]
- directory-entry: — N., Arbtr., Kiefekerstr. 6, ⊠ 3: [638, 755, 791, 767]
- directory-entry: — F., Minenstr. 10, Nr. 15, ⊠ 5: [638, 652, 787, 664]
- directory-entry: — Chr., Glaser, Billh. Röhrendamm 249: [317, 1026, 509, 1038]
- directory-entry: Borowski, A., Maschinist, Hohlerweg 19: [959, 691, 1155, 703]
- directory-entry: — O., Sillemstr. 92, ⊠ 31: [638, 1375, 758, 1387]
- directory-entry: — Joh., Zig.-Hdlg., Kastanienallee 47, ⊠ 4: [317, 1336, 520, 1348]
- directory-entry: — Wwe. M., Hopfenstr. 31, ⊠ 4: [638, 1220, 790, 1232]
- directory-entry: Borsdorf, O., Musiker, Peter Marquard-Strasse 14, ⊠ 39: [1280, 536, 1552, 548]
- directory-entry: — Theodora, Näherin, Lincolnstr. 40: [638, 355, 816, 367]
- directory-entry: — W., Kaufm., Danzigerstr. 6, ⊠ 5: [959, 1284, 1122, 1296]
- directory-entry: Bornstein —: [638, 1426, 698, 1438]
- directory-entry: — Wwe. C., Hansaplatz 2, ⊠ 5: [959, 1388, 1105, 1400]
